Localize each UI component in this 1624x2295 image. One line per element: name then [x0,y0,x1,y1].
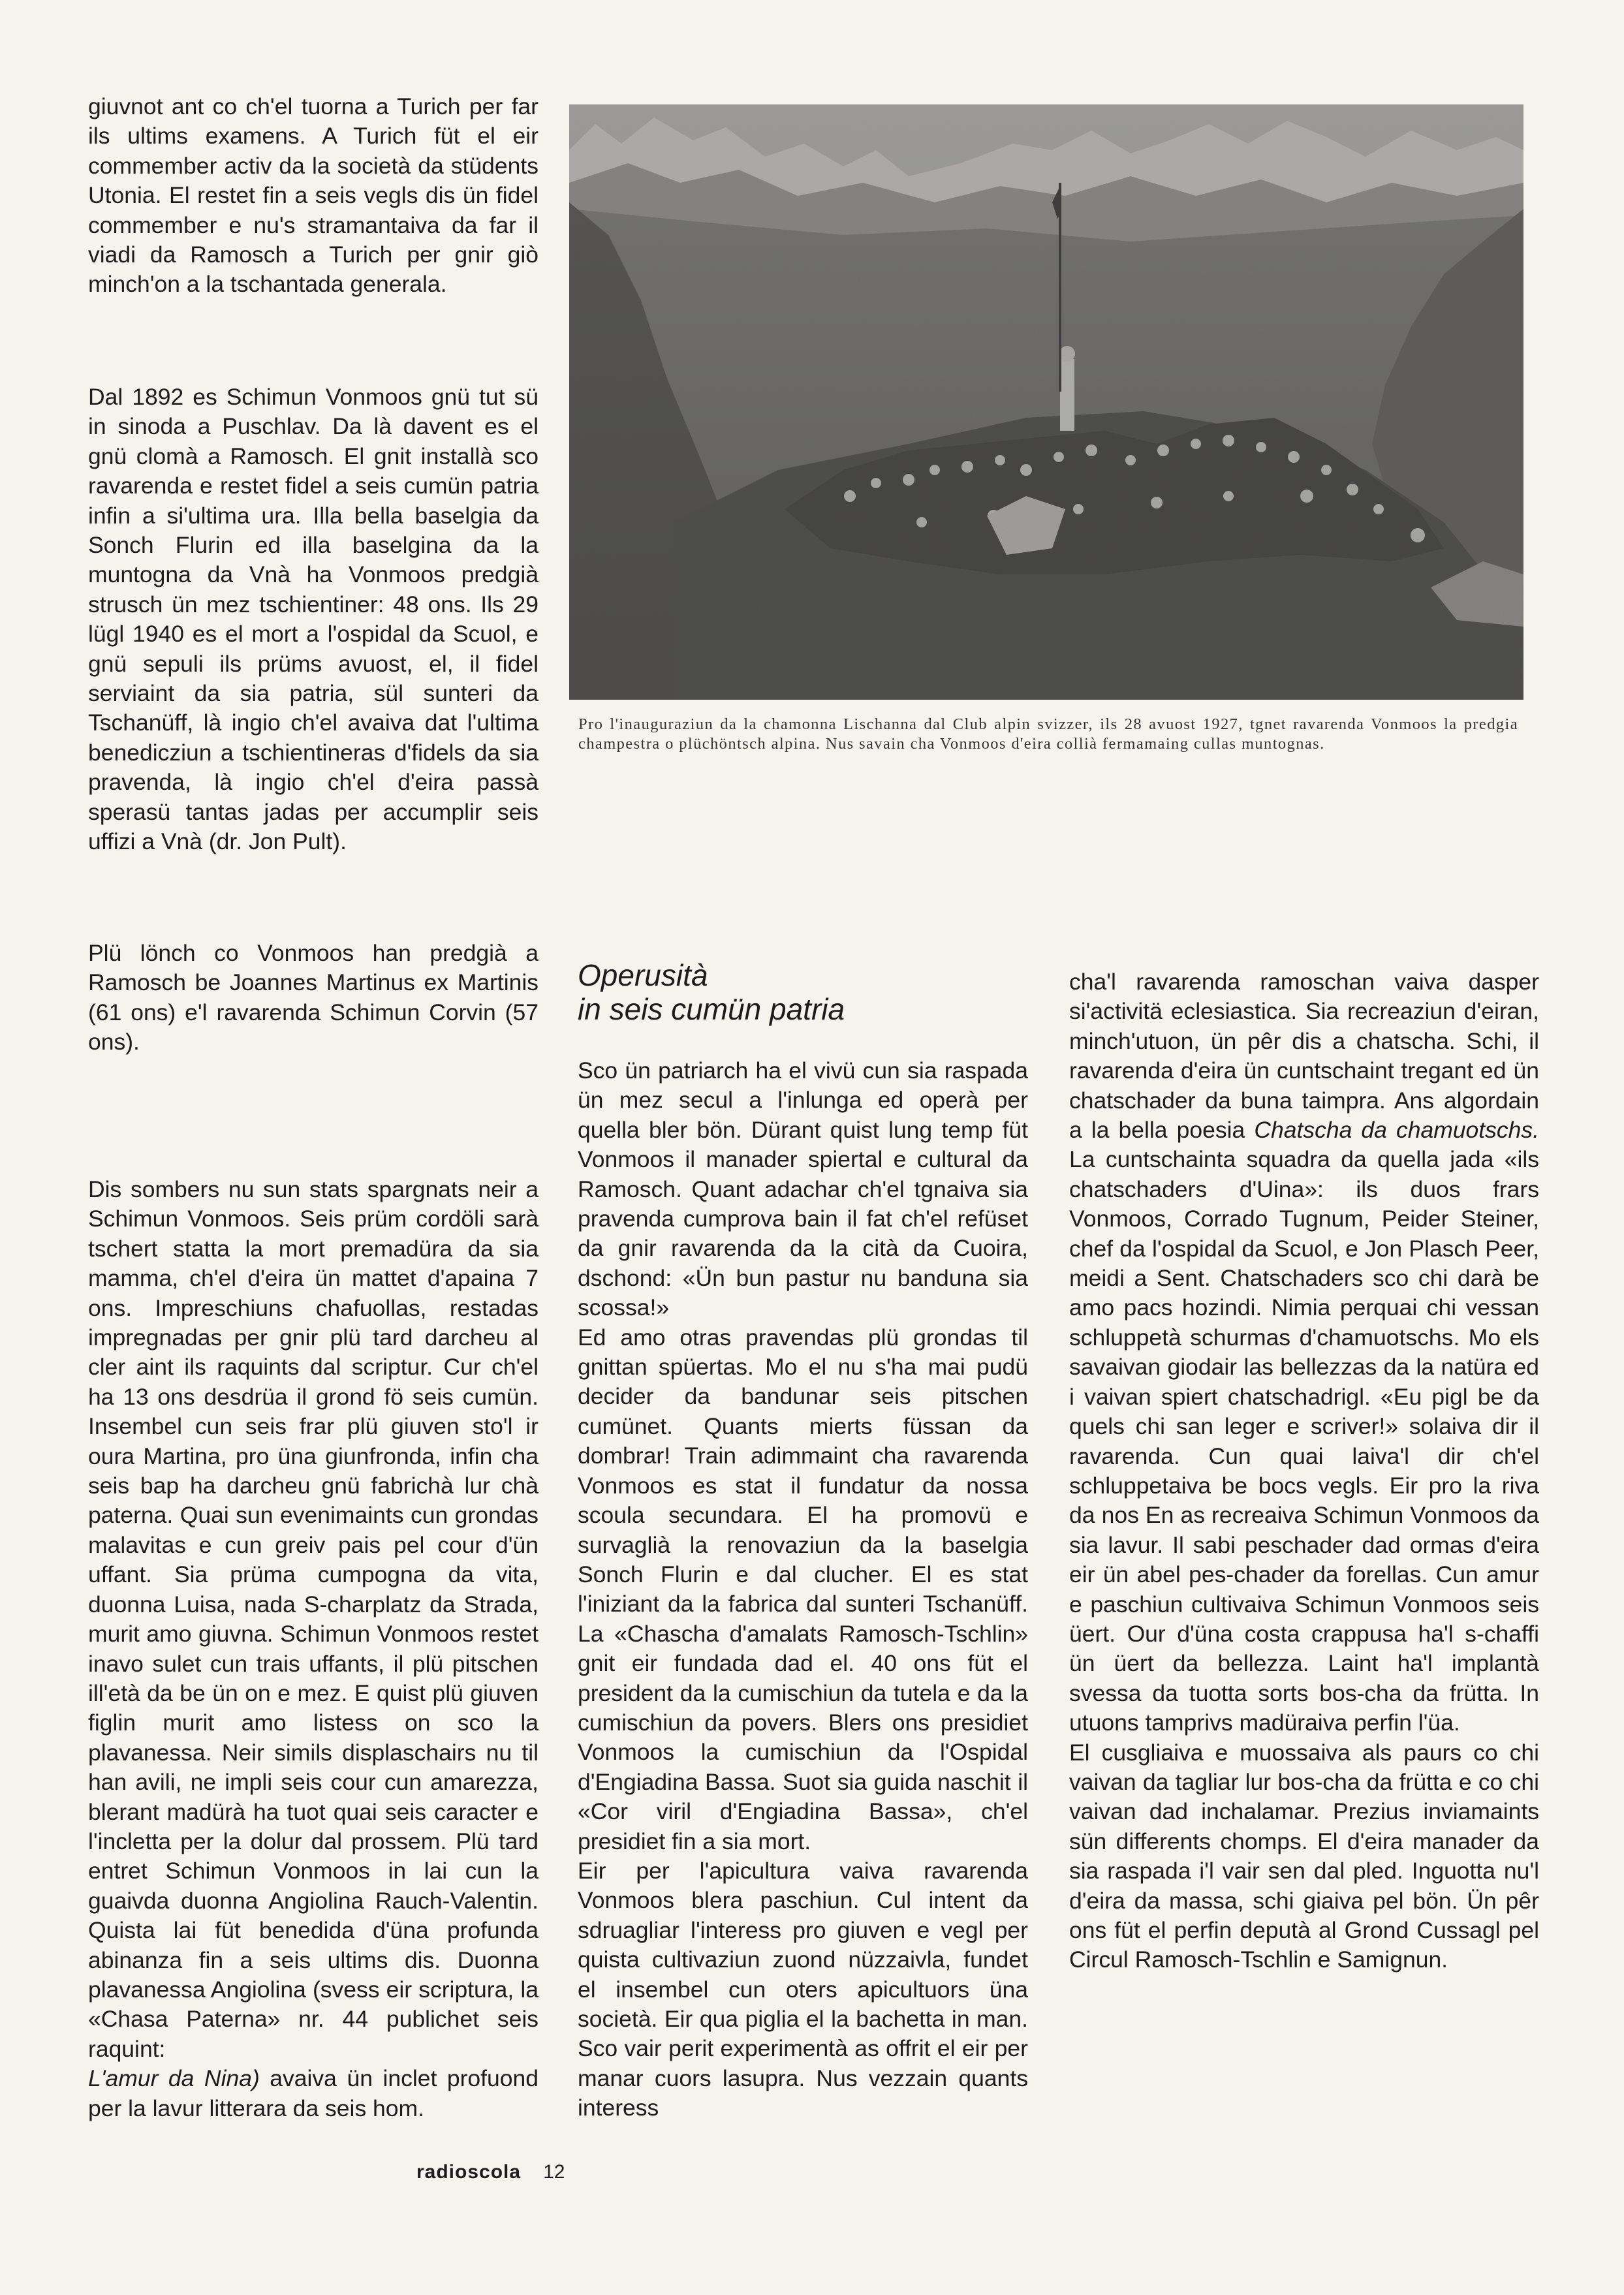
patria-beekeeping: Eir per l'apicultura vaiva ravarenda Vonmoos blera paschiun. Cul intent da sdruagliar l'interess pro giuven e vegl per quista cultivaziun zuond nüzzaivla, fundet el insembel cun oters apicultuors üna società. Eir qua piglia el la bachetta in man. Sco vair perit experimentà as offrit el eir per manar cuors lasupra. Nus vezzain quants interess [578,1857,1028,2121]
section-heading [578,958,1028,1026]
publication-name: radioscola [416,2161,522,2183]
family-text: Dis sombers nu sun stats spargnats neir a Schimun Vonmoos. Seis prüm cordöli sarà tschert statta la mort premadüra da sia mamma, ch'el d'eira ün mattet d'apaina 7 ons. Impreschiuns chafuollas, restadas impregnadas per gnir plü tard darcheu al cler aint ils raquints dal scriptur. Cur ch'el ha 13 ons desdrüa il grond fö seis cumün. Insembel cun seis frar plü giuven sto'l ir oura Martina, pro üna giunfronda, infin cha seis bap ha darcheu gnü fabrichà lur chà paterna. Quai sun evenimaints cun grondas malavitas e cun greiv pais pel cour d'ün uffant. Sia prüma cumpogna da vita, duonna Luisa, nada S-charplatz da Strada, murit amo giuvna. Schimun Vonmoos restet inavo sulet cun trais uffants, il plü pitschen ill'età da be ün on e mez. E quist plü giuven figlin murit amo listess on sco la plavanessa. Neir simils displaschairs nu til han avili, ne impli seis cour cun amarezza, blerant madürà ha tuot quai seis caracter e l'incletta per la dolur dal prossem. Plü tard entret Schimun Vonmoos in lai cun la guaivda duonna Angiolina Rauch-Valentin. Quista lai füt benedida d'üna profunda abinanza fin a seis ultims dis. Duonna plavanessa Angiolina (svess eir scriptura, la «Chasa Paterna» nr. 44 publichet seis raquint: [88,1176,539,2062]
family-text-end: avaiva ün inclet profuond per la lavur litterara da seis hom. [88,2065,539,2121]
patria-works: Ed amo otras pravendas plü grondas til gnittan spüertas. Mo el nu s'ha mai pudü decider da bandunar seis pitschen cumünet. Quants mierts füssan da dombrar! Train adimmaint cha ravarenda Vonmoos es stat il fundatur da nossa scoula secundara. El ha promovü e survaglià la renovaziun da la baselgia Sonch Flurin e dal clucher. El es stat l'iniziant da la fabrica dal sunteri Tschanüff. La «Chascha d'amalats Ramosch-Tschlin» gnit eir fundada dad el. 40 ons füt el president da la cumischiun da tutela e da la cumischiun da povers. Blers ons presidiet Vonmoos la cumischiun da l'Ospidal d'Engiadina Bassa. Suot sia guida naschit il «Cor viril d'Engiadina Bassa», ch'el presidiet fin a sia mort. [578,1324,1028,1854]
page-number: 12 [543,2161,565,2183]
photo-mountain-gathering [569,104,1523,700]
paragraph-predecessors: Plü lönch co Vonmoos han predgià a Ramosch be Joannes Martinus ex Martinis (61 ons) e'l ravarenda Schimun Corvin (57 ons). [88,940,539,1055]
column-hobbies [1069,967,1539,1975]
paragraph-family [88,1175,539,2123]
page-footer [416,2161,565,2184]
patria-intro: Sco ün patriarch ha el vivü cun sia raspada ün mez secul a l'inlunga ed operà per quella bler bön. Dürant quist lung temp füt Vonmoos il manader spiertal e cultural da Ramosch. Quant adachar ch'el tgnaiva sia pravenda cumprova bain il fat ch'el refüset da gnir ravarenda da la cità da Cuoira, dschond: «Ün bun pastur nu banduna sia scossa!» [578,1057,1028,1321]
book-title: L'amur da Nina) [88,2065,260,2092]
column-patria [578,1056,1028,2123]
paragraph-ministry: Dal 1892 es Schimun Vonmoos gnü tut sü in sinoda a Puschlav. Da là davent es el gnü clomà a Ramosch. El gnit installà sco ravarenda e restet fidel a seis cumün patria infin a si'ultima ura. Illa bella baselgia da Sonch Flurin ed illa baselgina da la muntogna da Vnà ha Vonmoos predgià strusch ün mez tschientiner: 48 ons. Ils 29 lügl 1940 es el mort a l'ospidal da Scuol, e gnü sepuli ils prüms avuost, el, il fidel serviaint da sia patria, sül sunteri da Tschanüff, là ingio ch'el avaiva dat l'ultima benedicziun a tschientineras d'fidels da sia pravenda, là ingio ch'el d'eira passà sperasü tantas jadas per accumplir seis uffizi a Vnà (dr. Jon Pult). [88,384,539,855]
hobbies-text-cont: La cuntschainta squadra da quella jada «ils chatschaders d'Uina»: ils duos frars Vonmoos, Corrado Tugnum, Peider Steiner, chef da l'ospidal da Scuol, e Jon Plasch Peer, meidi a Sent. Chatschaders sco chi darà be amo pacs hozindi. Nimia perquai chi vessan schluppetà schurmas d'chamuotschs. Mo els savaivan giodair las bellezzas da la natüra ed i vaivan spiert chatschadrigl. «Eu pigl be da quels chi san leger e scriver!» solaiva dir il ravarenda. Cun quai laiva'l dir ch'el schluppetaiva be bocs vegls. Eir pro la riva da nos En as recreaiva Schimun Vonmoos da sia lavur. Il sabi peschader dad ormas d'eira eir ün abel pes-chader da forellas. Cun amur e paschiun cultivaiva Schimun Vonmoos seis üert. Our d'üna costa crappusa ha'l s-chaffi ün üert da bellezza. Laint ha'l implantà svessa da tuotta sorts bos-cha da frütta. In utuons tamprivs madüraiva perfin l'üa. [1069,1146,1539,1736]
paragraph-studies: giuvnot ant co ch'el tuorna a Turich per far ils ultims examens. A Turich füt el eir commember activ da la società da stüdents Utonia. El restet fin a seis vegls dis ün fidel commember e nu's stramantaiva da far il viadi da Ramosch a Turich per gnir giò minch'on a la tschantada generala. [88,93,539,298]
heading-line-2: in seis cumün patria [578,992,845,1026]
orchard-advice: El cusgliaiva e muossaiva als paurs co chi vaivan da tagliar lur bos-cha da frütta e co chi vaivan dad inchalamar. Prezius inviamaints sün differents chomps. El d'eira manader da sia raspada i'l vair sen dal pled. Inguotta nu'l d'eira da massa, schi giaiva pel bön. Ün pêr ons füt el perfin deputà al Grond Cussagl pel Circul Ramosch-Tschlin e Samignun. [1069,1739,1539,1973]
heading-line-1: Operusità [578,958,708,992]
hobbies-text: cha'l ravarenda ramoschan vaiva dasper si'activitä eclesiastica. Sia recreaziun d'eiran, minch'utuon, ün pêr dis a chatscha. Schi, il ravarenda d'eira ün cuntschaint tregant ed ün chatschader da buna taimpra. Ans algordain a la bella poesia [1069,969,1539,1144]
poem-title: Chatscha da chamuotschs. [1254,1117,1539,1144]
photo-caption: Pro l'inauguraziun da la chamonna Lischanna dal Club alpin svizzer, ils 28 avuost 1927, tgnet ravarenda Vonmoos la predgia champestra o plüchöntsch alpina. Nus savain cha Vonmoos d'eira collià fermamaing cullas muntognas. [578,715,1518,753]
